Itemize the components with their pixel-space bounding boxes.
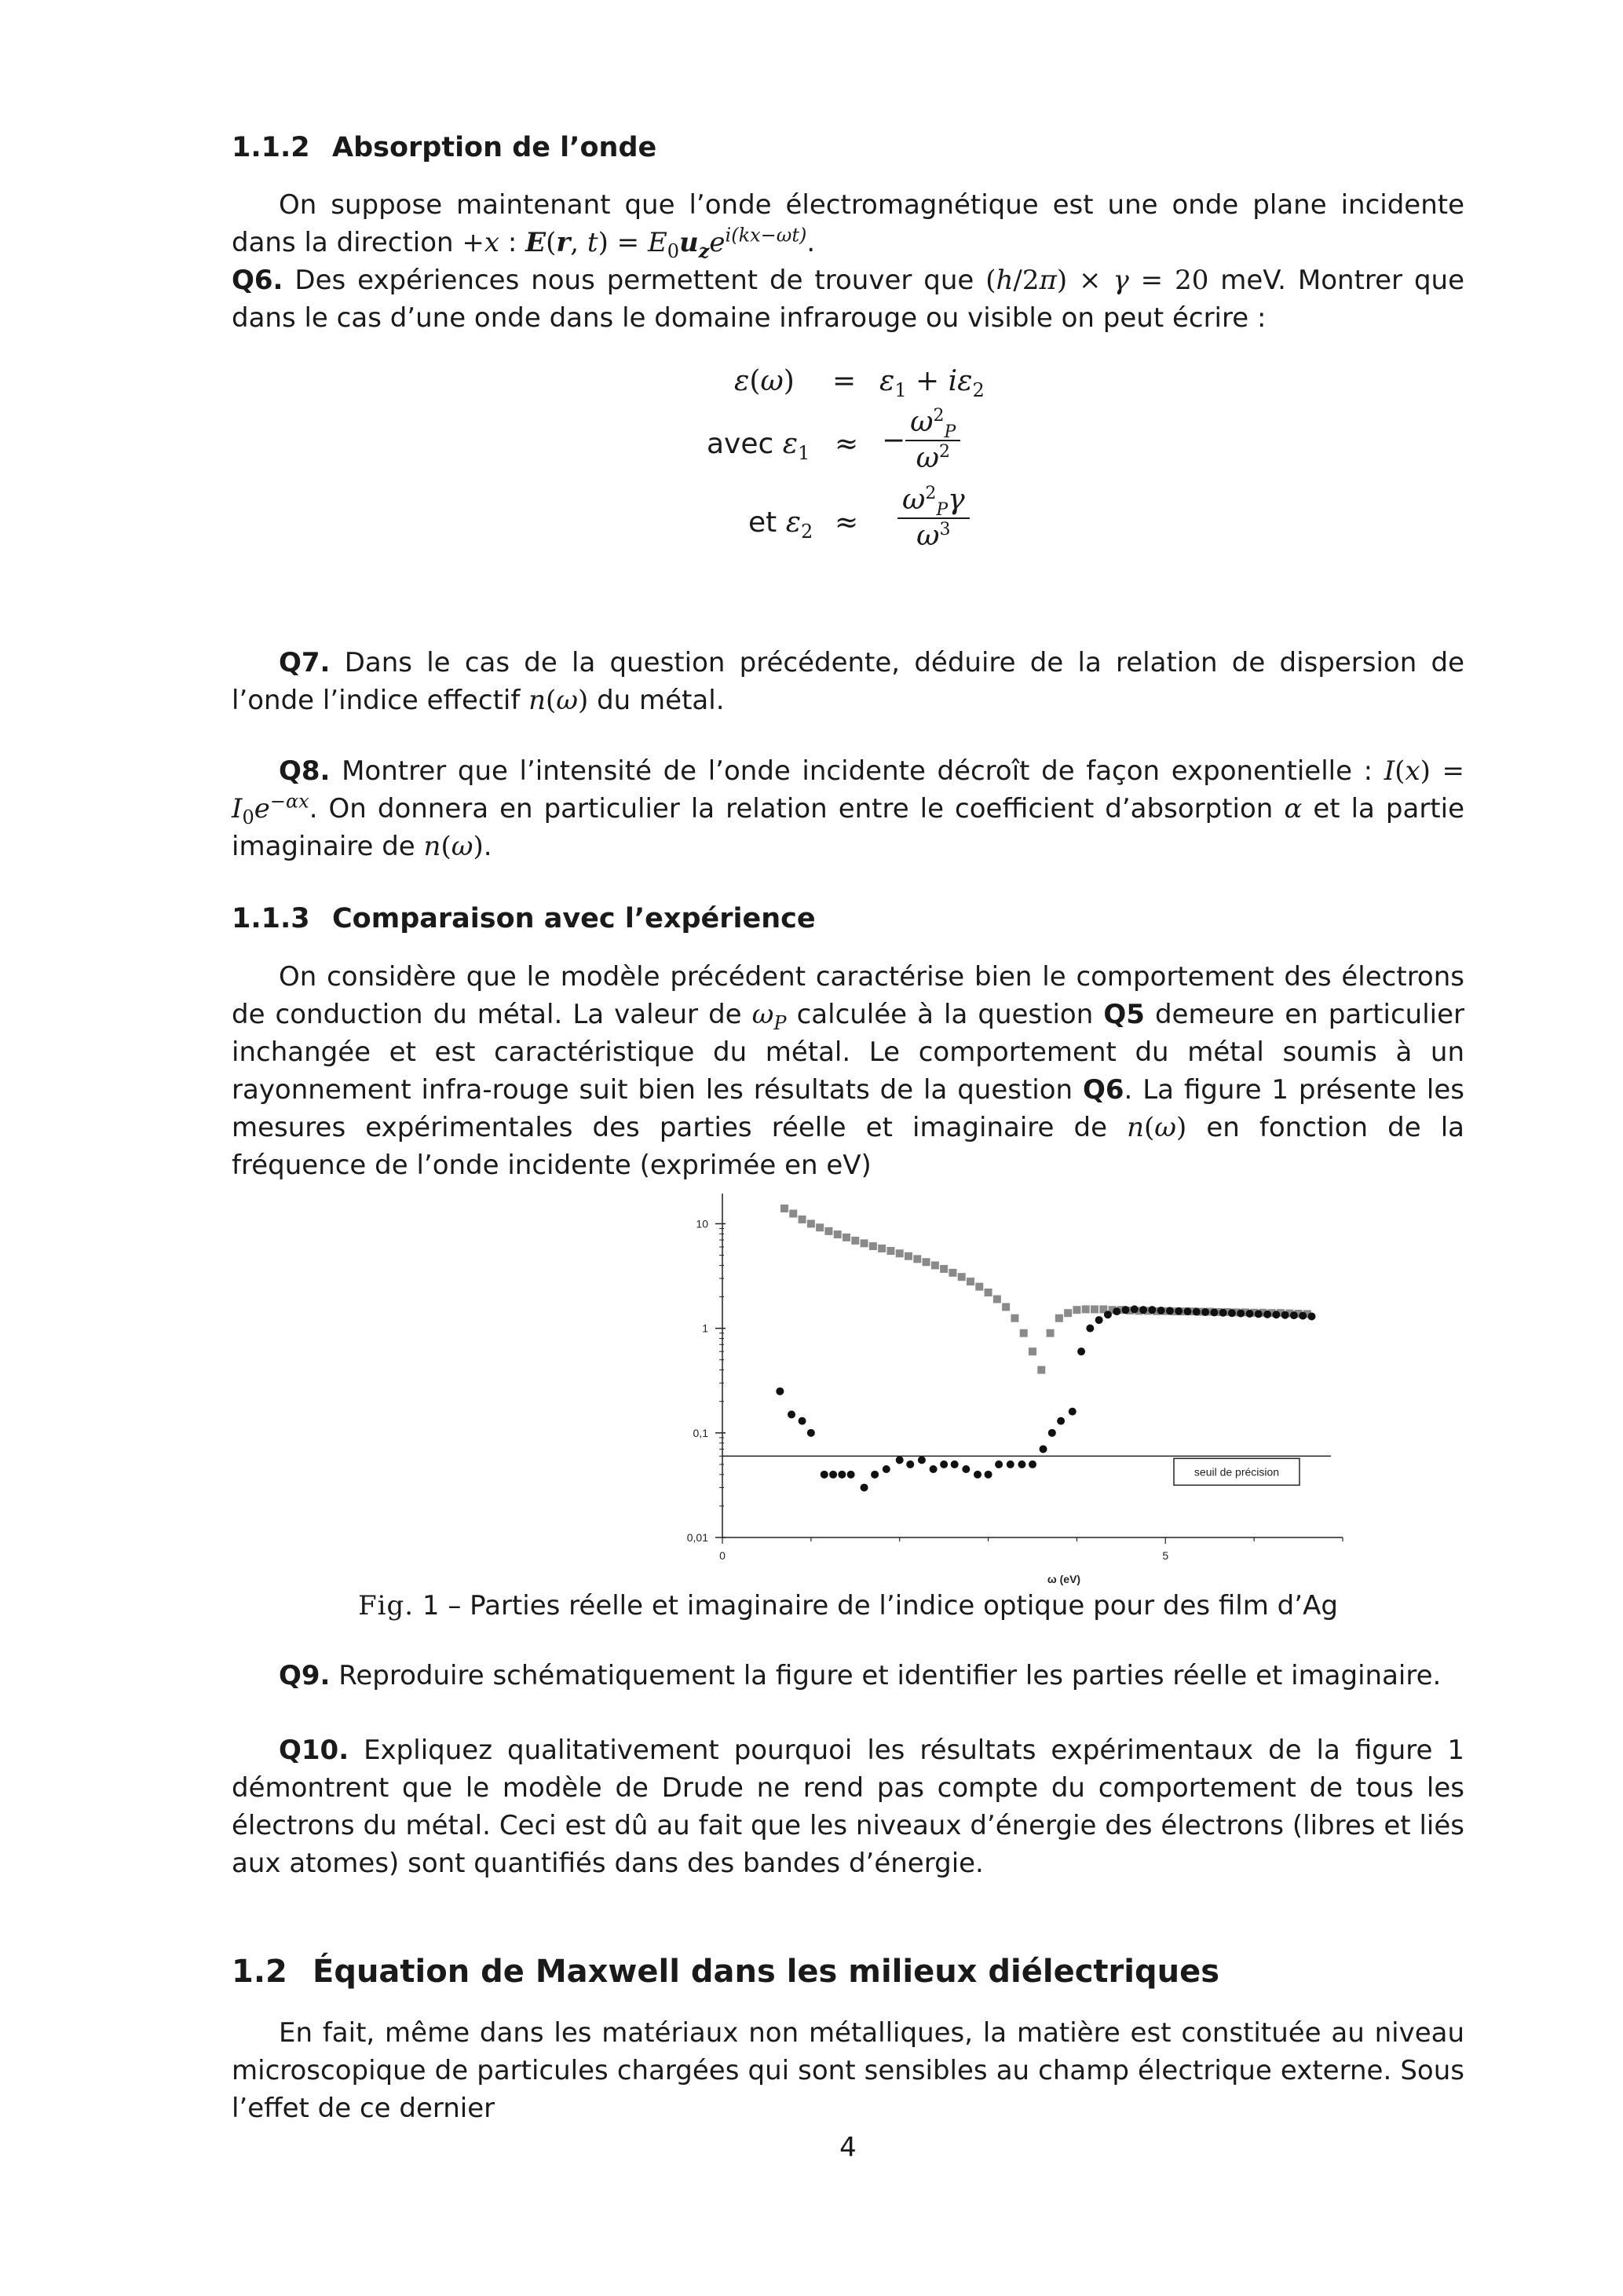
question-q8: Q8. Montrer que l’intensité de l’onde incidente décroît de façon exponentielle : $I(x) = I_0e^{-\alpha x}$. On donnera en particulier la relation entre le coefficient d’absorption α et la partie imaginaire de n(ω).	[232, 755, 1464, 862]
data-point-circle	[776, 1387, 784, 1395]
data-point-circle	[1018, 1461, 1025, 1468]
data-point-square	[1037, 1366, 1045, 1374]
data-point-circle	[1131, 1305, 1139, 1313]
figure-caption: Fig. 1 – Parties réelle et imaginaire de l’indice optique pour des film d’Ag	[358, 1590, 1338, 1621]
data-point-square	[1091, 1305, 1098, 1313]
data-point-square	[985, 1289, 992, 1296]
data-point-square	[1073, 1306, 1080, 1314]
data-point-square	[1055, 1314, 1063, 1322]
data-point-circle	[1193, 1308, 1201, 1316]
data-point-square	[1064, 1309, 1072, 1317]
data-point-circle	[951, 1461, 959, 1468]
data-point-circle	[1255, 1310, 1263, 1318]
data-point-circle	[1148, 1306, 1156, 1314]
data-point-circle	[1048, 1429, 1056, 1437]
data-point-square	[816, 1223, 824, 1231]
equation-epsilon: ε(ω)	[734, 365, 795, 397]
y-tick-label: 1	[702, 1322, 708, 1335]
data-point-circle	[1290, 1311, 1298, 1319]
data-point-square	[869, 1242, 877, 1250]
data-point-circle	[906, 1461, 914, 1468]
paragraph-intro: On suppose maintenant que l’onde électromagnétique est une onde plane incidente dans la direction +x : E(r, $t) = E_0u_ze^{i(kx-\omega t)}$. Q6. Des expériences nous permettent de trouver que (h/2π) × γ = 20 meV. Montrer que dans le cas d’une onde dans le domaine infrarouge ou visible on peut écrire :	[232, 189, 1464, 334]
section-heading-1-1-3: 1.1.3 Comparaison avec l’expérience	[232, 903, 816, 934]
data-point-circle	[962, 1465, 970, 1473]
data-point-circle	[1281, 1311, 1289, 1319]
data-point-circle	[1040, 1445, 1047, 1453]
data-point-square	[878, 1245, 886, 1252]
data-point-square	[940, 1265, 948, 1273]
data-point-square	[905, 1252, 912, 1260]
data-point-circle	[1139, 1306, 1147, 1314]
data-point-circle	[1184, 1307, 1192, 1315]
data-point-circle	[871, 1471, 879, 1479]
data-point-circle	[883, 1465, 890, 1473]
y-tick-label: 10	[696, 1217, 708, 1230]
data-point-circle	[1122, 1306, 1130, 1314]
data-point-circle	[1175, 1307, 1183, 1315]
data-point-square	[913, 1255, 921, 1263]
data-point-circle	[1086, 1325, 1094, 1333]
section-number: 1.1.2	[232, 132, 310, 163]
data-point-square	[789, 1210, 797, 1218]
y-tick-label: 0,1	[693, 1426, 708, 1439]
data-point-square	[834, 1230, 842, 1238]
data-point-square	[1002, 1303, 1010, 1311]
section-heading-1-2: 1.2 Équation de Maxwell dans les milieux diélectriques	[232, 1954, 1220, 1990]
data-point-circle	[1007, 1461, 1014, 1468]
data-point-circle	[1237, 1310, 1245, 1318]
equation-epsilon2: et $\varepsilon_2$	[748, 506, 813, 543]
y-tick-label: 0,01	[686, 1531, 708, 1544]
data-point-square	[1020, 1329, 1028, 1337]
paragraph-comparison: On considère que le modèle précédent caractérise bien le comportement des électrons de conduction du métal. La valeur de $\omega_P$ calculée à la question Q5 demeure en particulier inchangée et est caractéristique du métal. Le comportement du métal soumis à un rayonnement infra-rouge suit bien les résultats de la question Q6. La figure 1 présente les mesures expérimentales des parties réelle et imaginaire de n(ω) en fonction de la fréquence de l’onde incidente (exprimée en eV)	[232, 961, 1464, 1181]
data-point-circle	[1095, 1316, 1103, 1324]
data-point-square	[1082, 1305, 1090, 1313]
data-point-square	[824, 1227, 832, 1235]
data-point-square	[807, 1219, 815, 1227]
data-point-circle	[1201, 1308, 1209, 1316]
question-q7: Q7. Dans le cas de la question précédente, déduire de la relation de dispersion de l’onde l’indice effectif n(ω) du métal.	[232, 647, 1464, 716]
data-point-circle	[1228, 1309, 1236, 1317]
data-point-square	[851, 1237, 859, 1245]
data-point-circle	[1272, 1311, 1280, 1318]
threshold-label: seuil de précision	[1193, 1465, 1280, 1479]
data-point-circle	[838, 1471, 846, 1479]
data-point-square	[799, 1216, 806, 1223]
data-point-square	[993, 1296, 1001, 1303]
data-point-square	[1047, 1329, 1055, 1337]
x-tick-label: 5	[1162, 1549, 1169, 1562]
q6-label: Q6.	[232, 265, 283, 296]
data-point-square	[958, 1273, 966, 1281]
data-point-circle	[1113, 1307, 1120, 1315]
data-point-circle	[861, 1483, 868, 1491]
data-point-circle	[799, 1417, 806, 1425]
data-point-circle	[847, 1471, 855, 1479]
data-point-circle	[1299, 1312, 1307, 1320]
data-point-circle	[829, 1471, 837, 1479]
data-point-square	[896, 1249, 904, 1257]
data-point-square	[967, 1278, 974, 1285]
data-point-square	[931, 1261, 939, 1269]
x-tick-label: 0	[719, 1549, 726, 1562]
data-point-square	[923, 1258, 930, 1266]
data-point-circle	[918, 1456, 926, 1464]
question-q10: Q10. Expliquez qualitativement pourquoi les résultats expérimentaux de la figure 1 démontrent que le modèle de Drude ne rend pas compte du comportement de tous les électrons du métal. Ceci est dû au fait que les niveaux d’énergie des électrons (libres et liés aux atomes) sont quantifiés dans des bandes d’énergie.	[232, 1735, 1464, 1879]
x-axis-label: ω (eV)	[1047, 1573, 1081, 1585]
page-number: 4	[839, 2132, 857, 2163]
data-point-circle	[1069, 1408, 1077, 1416]
section-title: Absorption de l’onde	[332, 132, 657, 163]
question-q9: Q9. Reproduire schématiquement la figure et identifier les parties réelle et imaginaire.	[279, 1660, 1442, 1691]
data-point-circle	[1166, 1307, 1174, 1314]
data-point-circle	[1308, 1312, 1316, 1320]
section-heading-1-1-2	[232, 132, 656, 163]
data-point-square	[780, 1205, 788, 1212]
data-point-square	[861, 1239, 868, 1247]
data-point-circle	[995, 1461, 1003, 1468]
data-point-square	[886, 1247, 894, 1255]
figure-1-chart	[616, 1186, 1370, 1594]
data-point-circle	[1219, 1309, 1227, 1317]
data-point-circle	[985, 1471, 992, 1479]
equation-epsilon1: avec $\varepsilon_1$	[707, 428, 810, 465]
data-point-square	[949, 1269, 956, 1277]
data-point-square	[975, 1283, 983, 1291]
data-point-circle	[974, 1471, 981, 1479]
data-point-circle	[788, 1410, 795, 1418]
data-point-circle	[821, 1471, 828, 1479]
data-point-circle	[1210, 1308, 1218, 1316]
data-point-circle	[1157, 1307, 1165, 1314]
data-point-circle	[1029, 1461, 1036, 1468]
data-point-circle	[1263, 1311, 1271, 1318]
data-point-circle	[896, 1456, 904, 1464]
data-point-circle	[1246, 1310, 1254, 1318]
data-point-circle	[1104, 1311, 1112, 1318]
data-point-circle	[930, 1465, 938, 1473]
data-point-square	[843, 1234, 850, 1241]
paragraph-section-1-2: En fait, même dans les matériaux non métalliques, la matière est constituée au niveau microscopique de particules chargées qui sont sensibles au champ électrique externe. Sous l’effet de ce dernier	[232, 2017, 1464, 2124]
data-point-square	[1011, 1314, 1018, 1322]
data-point-circle	[1057, 1417, 1065, 1425]
data-point-circle	[807, 1429, 815, 1437]
data-point-square	[1029, 1347, 1036, 1355]
data-point-circle	[940, 1461, 948, 1468]
data-point-circle	[1077, 1347, 1085, 1355]
